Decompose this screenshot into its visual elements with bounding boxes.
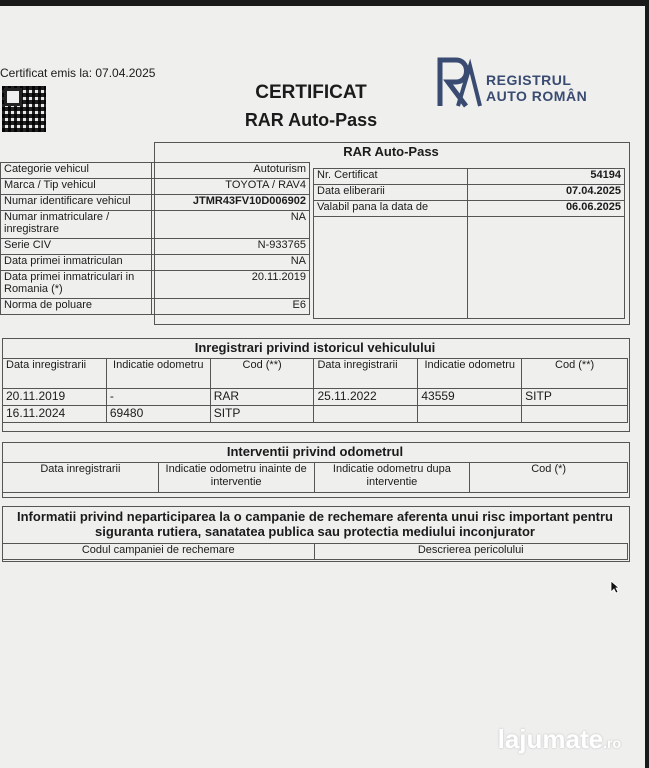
column-header: Cod (*)	[470, 463, 628, 493]
vehicle-value: TOYOTA / RAV4	[152, 179, 310, 195]
column-header: Cod (**)	[522, 359, 628, 389]
page-subtitle: RAR Auto-Pass	[244, 110, 378, 130]
table-row	[3, 389, 628, 406]
page-title: CERTIFICAT	[255, 82, 367, 103]
vehicle-value: 20.11.2019	[152, 271, 310, 299]
column-header: Cod (**)	[210, 359, 314, 389]
column-header: Indicatie odometru	[106, 359, 210, 389]
table-cell: SITP	[522, 389, 628, 406]
column-header: Indicatie odometru dupa interventie	[314, 463, 470, 493]
table-cell: 25.11.2022	[314, 389, 418, 406]
table-header-row	[3, 544, 628, 560]
column-header: Data inregistrarii	[3, 359, 107, 389]
vehicle-label: Numar identificare vehicul	[1, 195, 152, 211]
table-row	[1, 211, 310, 239]
table-row	[314, 185, 625, 201]
cert-value: 54194	[468, 169, 625, 185]
watermark-text: lajumate	[497, 724, 604, 754]
table-row	[1, 179, 310, 195]
table-cell: 43559	[418, 389, 522, 406]
recall-title: Informatii privind neparticiparea la o campanie de rechemare aferenta unui risc important pentru siguranta rutiera, sanatatea publica sau protectia mediului inconjurator	[17, 509, 613, 539]
table-cell: -	[106, 389, 210, 406]
table-cell	[522, 406, 628, 423]
history-table	[2, 358, 628, 423]
rar-logo	[436, 56, 596, 112]
vehicle-label: Data primei inmatriculari in Romania (*)	[1, 271, 152, 299]
vehicle-value: NA	[152, 255, 310, 271]
table-row	[314, 217, 625, 319]
certificate-sheet	[0, 6, 645, 768]
column-header: Data inregistrarii	[3, 463, 159, 493]
column-header: Codul campaniei de rechemare	[3, 544, 315, 560]
table-row	[1, 195, 310, 211]
vehicle-label: Marca / Tip vehicul	[1, 179, 152, 195]
odometer-title: Interventii privind odometrul	[226, 444, 404, 459]
table-row	[314, 169, 625, 185]
logo-line2: AUTO ROMÂN	[486, 88, 588, 104]
cert-label: Data eliberarii	[314, 185, 468, 201]
vehicle-label: Serie CIV	[1, 239, 152, 255]
vehicle-value: NA	[152, 211, 310, 239]
watermark	[498, 724, 621, 755]
autopass-title: RAR Auto-Pass	[343, 144, 439, 159]
table-cell: RAR	[210, 389, 314, 406]
column-header: Indicatie odometru inainte de interventie	[158, 463, 314, 493]
column-header: Indicatie odometru	[418, 359, 522, 389]
table-cell: 69480	[106, 406, 210, 423]
cert-value: 07.04.2025	[468, 185, 625, 201]
column-header: Data inregistrarii	[314, 359, 418, 389]
rar-logo-icon	[436, 56, 482, 108]
recall-table	[2, 543, 628, 560]
table-cell	[314, 406, 418, 423]
table-row	[1, 163, 310, 179]
vehicle-value: Autoturism	[152, 163, 310, 179]
mouse-cursor-icon	[610, 580, 620, 594]
cert-empty-cell	[468, 217, 625, 319]
table-header-row	[3, 359, 628, 389]
cert-empty-cell	[314, 217, 468, 319]
vehicle-table	[0, 162, 310, 315]
vehicle-label: Numar inmatriculare / inregistrare	[1, 211, 152, 239]
table-row	[1, 271, 310, 299]
vehicle-value: N-933765	[152, 239, 310, 255]
column-header: Descrierea pericolului	[314, 544, 628, 560]
history-title: Inregistrari privind istoricul vehiculului	[194, 340, 436, 355]
table-row	[1, 255, 310, 271]
cert-issue-date: Certificat emis la: 07.04.2025	[0, 66, 156, 80]
vehicle-value: JTMR43FV10D006902	[152, 195, 310, 211]
cert-label: Valabil pana la data de	[314, 201, 468, 217]
table-cell	[418, 406, 522, 423]
table-header-row	[3, 463, 628, 493]
vehicle-label: Categorie vehicul	[1, 163, 152, 179]
vehicle-label: Norma de poluare	[1, 299, 152, 315]
table-row	[314, 201, 625, 217]
cert-label: Nr. Certificat	[314, 169, 468, 185]
logo-line1: REGISTRUL	[486, 72, 572, 88]
odometer-table	[2, 462, 628, 493]
table-cell: 16.11.2024	[3, 406, 107, 423]
table-row	[1, 299, 310, 315]
table-cell: SITP	[210, 406, 314, 423]
watermark-suffix: .ro	[603, 735, 621, 751]
table-row	[1, 239, 310, 255]
cert-value: 06.06.2025	[468, 201, 625, 217]
certificate-table	[313, 168, 625, 319]
table-row	[3, 406, 628, 423]
vehicle-label: Data primei inmatriculan	[1, 255, 152, 271]
table-cell: 20.11.2019	[3, 389, 107, 406]
vehicle-value: E6	[152, 299, 310, 315]
